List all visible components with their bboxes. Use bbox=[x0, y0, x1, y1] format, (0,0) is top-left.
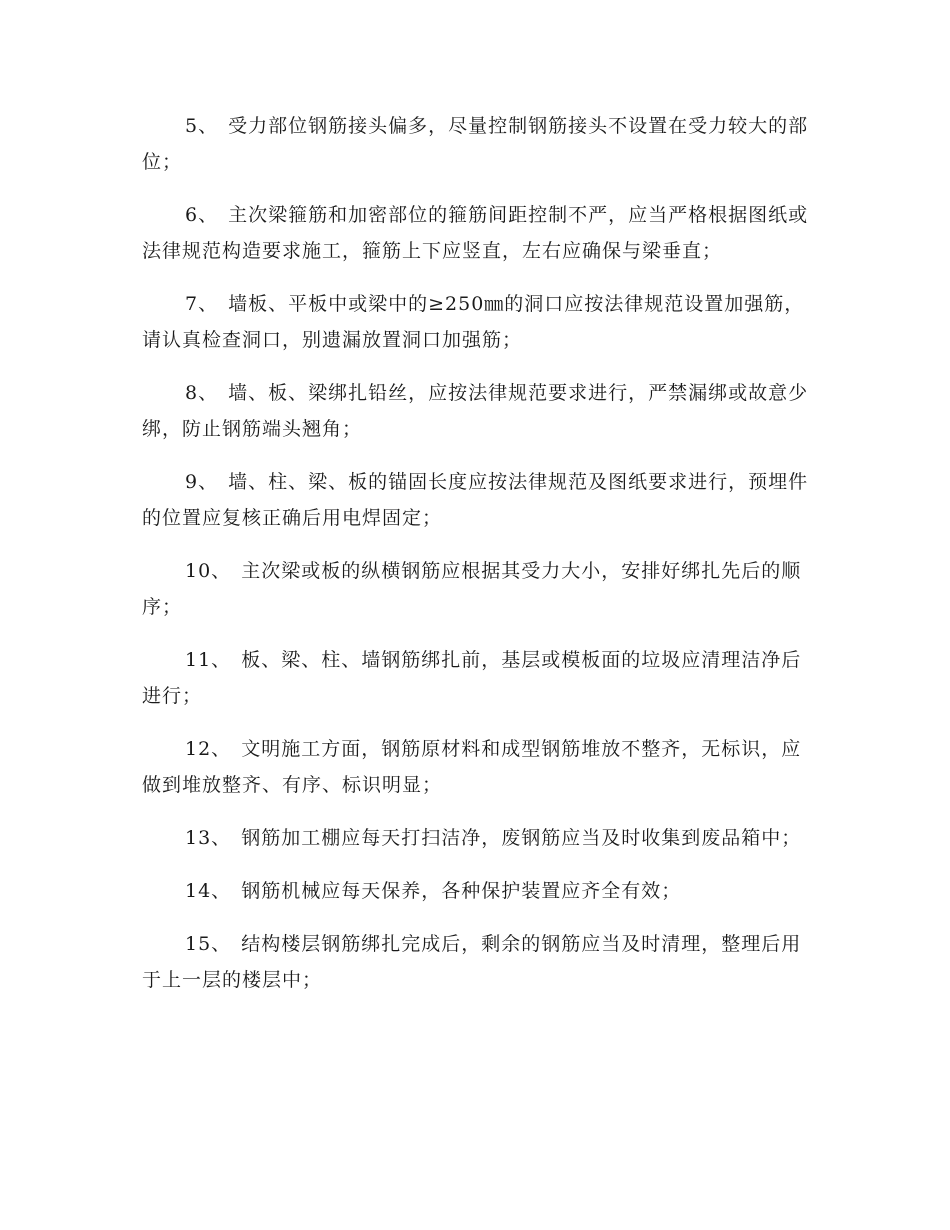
item-text: 墙板、平板中或梁中的≥250㎜的洞口应按法律规范设置加强筋，请认真检查洞口，别遗漏放置洞口加强筋； bbox=[142, 293, 805, 351]
item-number: 10、 bbox=[185, 560, 232, 582]
list-item-15 bbox=[142, 926, 810, 998]
item-text: 主次梁箍筋和加密部位的箍筋间距控制不严，应当严格根据图纸或法律规范构造要求施工，箍筋上下应竖直，左右应确保与梁垂直； bbox=[142, 204, 809, 262]
list-item-11 bbox=[142, 642, 810, 714]
item-number: 7、 bbox=[185, 293, 219, 315]
item-text: 板、梁、柱、墙钢筋绑扎前，基层或模板面的垃圾应清理洁净后进行； bbox=[142, 649, 802, 707]
item-number: 12、 bbox=[185, 738, 232, 760]
list-item-8 bbox=[142, 375, 810, 447]
item-text: 结构楼层钢筋绑扎完成后，剩余的钢筋应当及时清理，整理后用于上一层的楼层中； bbox=[142, 933, 802, 991]
list-item-14 bbox=[142, 873, 810, 909]
item-text: 墙、板、梁绑扎铅丝，应按法律规范要求进行，严禁漏绑或故意少绑，防止钢筋端头翘角； bbox=[142, 382, 809, 440]
item-text: 受力部位钢筋接头偏多，尽量控制钢筋接头不设置在受力较大的部位； bbox=[142, 115, 809, 173]
item-text: 钢筋加工棚应每天打扫洁净，废钢筋应当及时收集到废品箱中； bbox=[241, 827, 802, 849]
item-number: 8、 bbox=[185, 382, 219, 404]
item-number: 5、 bbox=[185, 115, 219, 137]
item-text: 主次梁或板的纵横钢筋应根据其受力大小，安排好绑扎先后的顺序； bbox=[142, 560, 802, 618]
document-body bbox=[142, 108, 810, 1015]
item-number: 9、 bbox=[185, 471, 219, 493]
list-item-9 bbox=[142, 464, 810, 536]
list-item-5 bbox=[142, 108, 810, 180]
list-item-13 bbox=[142, 820, 810, 856]
item-number: 13、 bbox=[185, 827, 232, 849]
item-text: 钢筋机械应每天保养，各种保护装置应齐全有效； bbox=[241, 880, 682, 902]
item-number: 11、 bbox=[185, 649, 232, 671]
list-item-12 bbox=[142, 731, 810, 803]
item-number: 15、 bbox=[185, 933, 232, 955]
item-text: 文明施工方面，钢筋原材料和成型钢筋堆放不整齐，无标识，应做到堆放整齐、有序、标识明显； bbox=[142, 738, 802, 796]
item-number: 14、 bbox=[185, 880, 232, 902]
list-item-10 bbox=[142, 553, 810, 625]
item-number: 6、 bbox=[185, 204, 219, 226]
list-item-6 bbox=[142, 197, 810, 269]
item-text: 墙、柱、梁、板的锚固长度应按法律规范及图纸要求进行，预埋件的位置应复核正确后用电焊固定； bbox=[142, 471, 809, 529]
list-item-7 bbox=[142, 286, 810, 358]
